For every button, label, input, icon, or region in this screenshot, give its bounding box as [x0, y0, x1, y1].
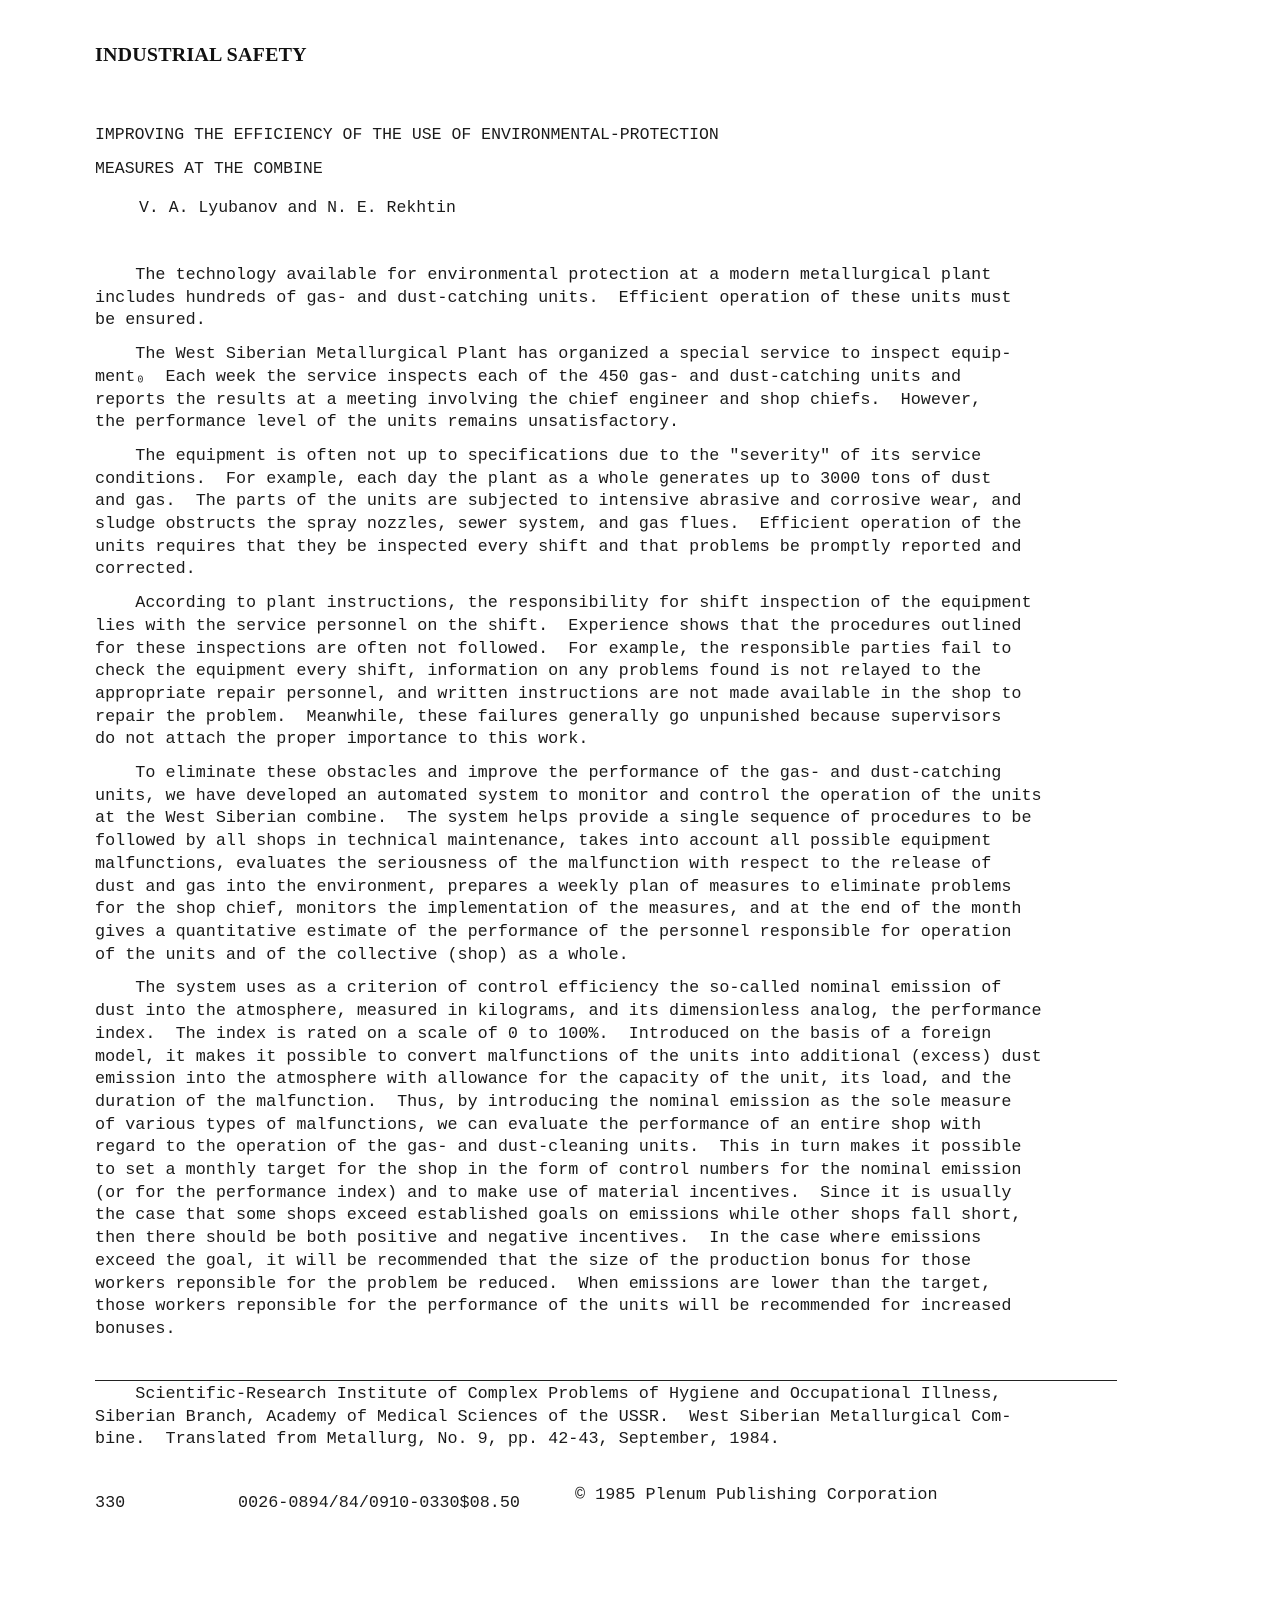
- text-line: To eliminate these obstacles and improve the performance of the gas- and dust-catching: [95, 764, 1002, 784]
- paragraph: [95, 763, 1140, 967]
- text-line: appropriate repair personnel, and written instructions are not made available in the shop to: [95, 684, 1022, 704]
- text-line: of the units and of the collective (shop) as a whole.: [95, 945, 629, 965]
- text-line: the case that some shops exceed established goals on emissions while other shops fall short,: [95, 1206, 1022, 1226]
- text-line: the performance level of the units remains unsatisfactory.: [95, 413, 680, 433]
- text-line: to set a monthly target for the shop in the form of control numbers for the nominal emission: [95, 1161, 1022, 1181]
- text-line: includes hundreds of gas- and dust-catching units. Efficient operation of these units must: [95, 288, 1012, 308]
- text-line: reports the results at a meeting involving the chief engineer and shop chiefs. However,: [95, 390, 982, 410]
- text-line: malfunctions, evaluates the seriousness of the malfunction with respect to the release of: [95, 854, 992, 874]
- text-line: dust into the atmosphere, measured in kilograms, and its dimensionless analog, the performance: [95, 1002, 1042, 1022]
- text-line: (or for the performance index) and to make use of material incentives. Since it is usually: [95, 1183, 1012, 1203]
- text-line: workers reponsible for the problem be reduced. When emissions are lower than the target,: [95, 1274, 992, 1294]
- text-line: check the equipment every shift, information on any problems found is not relayed to the: [95, 662, 982, 682]
- article-title-line: MEASURES AT THE COMBINE: [95, 159, 323, 178]
- text-line: for these inspections are often not followed. For example, the responsible parties fail to: [95, 639, 1012, 659]
- footnote-divider: [95, 1380, 1117, 1381]
- text-line: bonuses.: [95, 1319, 176, 1339]
- text-line: According to plant instructions, the responsibility for shift inspection of the equipment: [95, 594, 1032, 614]
- footnote: [95, 1384, 1140, 1452]
- article-body: [95, 265, 1140, 1353]
- text-line: of various types of malfunctions, we can evaluate the performance of an entire shop with: [95, 1115, 982, 1135]
- text-line: model, it makes it possible to convert malfunctions of the units into additional (excess) dust: [95, 1047, 1042, 1067]
- article-title: [95, 118, 1095, 186]
- footnote-line: bine. Translated from Metallurg, No. 9, pp. 42-43, September, 1984.: [95, 1430, 780, 1450]
- text-line: those workers reponsible for the performance of the units will be recommended for increased: [95, 1297, 1012, 1317]
- text-line: exceed the goal, it will be recommended that the size of the production bonus for those: [95, 1251, 972, 1271]
- text-line: The equipment is often not up to specifications due to the "severity" of its service: [95, 446, 982, 466]
- article-title-line: IMPROVING THE EFFICIENCY OF THE USE OF ENVIRONMENTAL-PROTECTION: [95, 125, 719, 144]
- paragraph: [95, 978, 1140, 1341]
- text-line: emission into the atmosphere with allowance for the capacity of the unit, its load, and the: [95, 1070, 1012, 1090]
- text-line: units, we have developed an automated system to monitor and control the operation of the units: [95, 786, 1042, 806]
- text-line: The West Siberian Metallurgical Plant has organized a special service to inspect equip-: [95, 345, 1012, 365]
- text-line: lies with the service personnel on the shift. Experience shows that the procedures outlined: [95, 616, 1022, 636]
- text-line: repair the problem. Meanwhile, these failures generally go unpunished because supervisors: [95, 707, 1002, 727]
- text-line: followed by all shops in technical maintenance, takes into account all possible equipment: [95, 832, 992, 852]
- text-line: for the shop chief, monitors the implementation of the measures, and at the end of the month: [95, 900, 1022, 920]
- text-line: then there should be both positive and negative incentives. In the case where emissions: [95, 1229, 982, 1249]
- text-line: index. The index is rated on a scale of 0 to 100%. Introduced on the basis of a foreign: [95, 1024, 992, 1044]
- paragraph: [95, 446, 1140, 582]
- text-line: The technology available for environmental protection at a modern metallurgical plant: [95, 266, 992, 285]
- article-authors: V. A. Lyubanov and N. E. Rekhtin: [139, 198, 456, 217]
- text-line: be ensured.: [95, 311, 206, 331]
- text-line: do not attach the proper importance to this work.: [95, 730, 589, 750]
- section-label: INDUSTRIAL SAFETY: [95, 44, 307, 66]
- text-line: corrected.: [95, 560, 196, 580]
- page-footer: [0, 1486, 1267, 1516]
- copyright-notice: © 1985 Plenum Publishing Corporation: [575, 1486, 938, 1505]
- text-line: units requires that they be inspected every shift and that problems be promptly reported and: [95, 537, 1022, 557]
- text-line: regard to the operation of the gas- and dust-cleaning units. This in turn makes it possible: [95, 1138, 1022, 1158]
- footnote-line: Siberian Branch, Academy of Medical Sciences of the USSR. West Siberian Metallurgical Com-: [95, 1407, 1012, 1427]
- text-line: conditions. For example, each day the plant as a whole generates up to 3000 tons of dust: [95, 469, 992, 489]
- text-line: gives a quantitative estimate of the performance of the personnel responsible for operation: [95, 922, 1012, 942]
- paragraph: [95, 593, 1140, 752]
- text-line: dust and gas into the environment, prepares a weekly plan of measures to eliminate problems: [95, 877, 1012, 897]
- paragraph: [95, 265, 1140, 333]
- text-line: The system uses as a criterion of control efficiency the so-called nominal emission of: [95, 979, 1002, 999]
- paragraph: [95, 344, 1140, 435]
- page-number: 330: [95, 1494, 126, 1513]
- text-line: sludge obstructs the spray nozzles, sewer system, and gas flues. Efficient operation of the: [95, 515, 1022, 535]
- text-line: ment₀ Each week the service inspects each of the 450 gas- and dust-catching units and: [95, 367, 962, 387]
- text-line: duration of the malfunction. Thus, by introducing the nominal emission as the sole measure: [95, 1092, 1012, 1112]
- article-code: 0026-0894/84/0910-0330$08.50: [238, 1494, 520, 1513]
- text-line: at the West Siberian combine. The system helps provide a single sequence of procedures to be: [95, 809, 1032, 829]
- footnote-line: Scientific-Research Institute of Complex Problems of Hygiene and Occupational Illness,: [95, 1385, 1002, 1404]
- text-line: and gas. The parts of the units are subjected to intensive abrasive and corrosive wear, and: [95, 492, 1022, 512]
